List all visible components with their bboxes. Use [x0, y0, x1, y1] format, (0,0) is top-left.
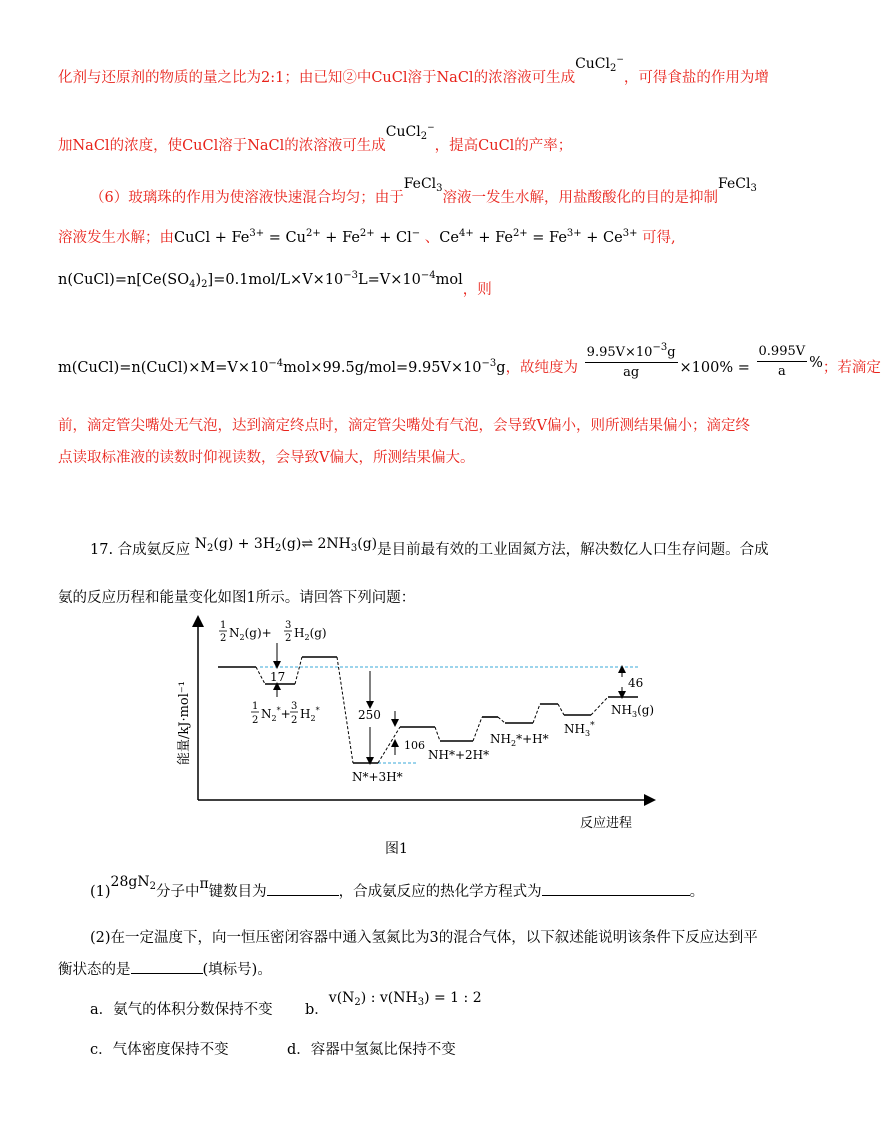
question-17-line-2: 氨的反应历程和能量变化如图1所示。请回答下列问题：: [58, 590, 416, 606]
cucl2-formula: CuCl$_2$−: [385, 123, 435, 142]
answer-text: ，则: [462, 282, 492, 298]
label-nhstar: NH*+2H*: [428, 748, 490, 762]
svg-text:H2(g): $H_2(g)$: [294, 626, 327, 642]
option-b[interactable]: b．$v(N_2)$ : $v(NH_3) = 1$ : 2: [305, 990, 482, 1018]
x-axis-label: 反应进程: [579, 816, 633, 831]
label-nh3star: $NH_3^*$: [564, 721, 595, 738]
option-c[interactable]: c．气体密度保持不变: [90, 1042, 229, 1058]
sub-question-2-line-1: (2)在一定温度下，向一恒压密闭容器中通入氢氮比为3的混合气体，以下叙述能说明该条件下反应达到平: [90, 930, 758, 946]
answer-line-8: 点读取标准液的读数时仰视读数，会导致V偏大，所测结果偏大。: [58, 450, 475, 466]
option-b-equation: $v(N_2)$ : $v(NH_3) = 1$ : 2: [328, 990, 482, 1008]
question-text: 是目前最有效的工业固氮方法，解决数亿人口生存问题。合成: [377, 542, 769, 558]
answer-text: 溶液一发生水解，用盐酸酸化的目的是抑制: [442, 190, 719, 206]
formula-text: ×100% =: [679, 360, 750, 376]
value-106: 106: [404, 739, 425, 752]
y-axis-label: 能量/kJ·mol⁻¹: [177, 681, 192, 765]
answer-line-1: [58, 55, 769, 88]
svg-text:2: 2: [220, 633, 227, 644]
label-nstar-3hstar: N*+3H*: [352, 770, 403, 784]
value-250: 250: [358, 708, 381, 722]
question-17-line-1: [90, 538, 769, 560]
redox-equation-1: CuCl + $Fe^{3+} = Cu^{2+} + Fe^{2+} + Cl^-$: [174, 228, 421, 246]
formula-text: n(CuCl)=n[Ce(SO: [58, 272, 190, 288]
answer-blank-1[interactable]: [267, 883, 339, 896]
formula-text: m(CuCl)=n(CuCl)×M=V×10: [58, 360, 269, 376]
purity-fraction-2: $\frac{0.995V}{a}$: [758, 343, 806, 379]
separator: 、: [420, 230, 440, 246]
fecl3-formula: FeCl$_3$: [718, 176, 757, 194]
redox-equation-2: $Ce^{4+} + Fe^{2+} = Fe^{3+} + Ce^{3+}$: [439, 228, 638, 246]
fecl3-formula: FeCl$_3$: [403, 176, 443, 194]
energy-diagram: [160, 615, 680, 855]
answer-line-4: [58, 226, 676, 247]
answer-line-3: [90, 176, 757, 208]
answer-line-2: [58, 123, 573, 156]
sub-question-2-line-2: 衡状态的是 (填标号)。: [58, 962, 272, 978]
answer-text: ，可得食盐的作用为增: [623, 70, 769, 86]
svg-text:H2*: $H_2^*$: [300, 706, 320, 723]
option-a[interactable]: a．氨气的体积分数保持不变: [90, 1002, 273, 1018]
svg-text:N2(g)+: $N_2(g)+$: [229, 626, 272, 642]
pi-symbol: π: [199, 876, 209, 892]
option-d[interactable]: d．容器中氢氮比保持不变: [287, 1042, 456, 1058]
purity-fraction-1: $\frac{9.95V\times 10^{-3}g}{ag}$: [586, 342, 676, 380]
svg-text:3: 3: [291, 701, 298, 712]
answer-text: 加NaCl的浓度，使CuCl溶于NaCl的浓溶液可生成: [58, 138, 386, 154]
answer-text: 化剂与还原剂的物质的量之比为2:1；由已知②中CuCl溶于NaCl的浓溶液可生成: [58, 70, 576, 86]
answer-text: （6）玻璃珠的作用为使溶液快速混合均匀；由于: [90, 190, 404, 206]
answer-text: ，故纯度为: [505, 360, 579, 376]
question-number: 17. 合成氨反应: [90, 542, 191, 558]
figure-caption: 图1: [385, 841, 408, 857]
svg-text:2: 2: [291, 715, 298, 726]
sub-question-1: $(1)28gN_2$分子中π键数目为 ，合成氨反应的热化学方程式为 。: [90, 874, 705, 900]
svg-text:2: 2: [285, 633, 292, 644]
answer-text: ；若滴定: [822, 360, 881, 376]
label-reactants-gas: [219, 620, 327, 644]
value-46: 46: [628, 676, 644, 690]
answer-blank-2[interactable]: [542, 883, 690, 896]
answer-text: 溶液发生水解；由: [58, 230, 174, 246]
cucl2-formula: CuCl$_2$−: [575, 55, 624, 74]
answer-line-7: 前，滴定管尖嘴处无气泡，达到滴定终点时，滴定管尖嘴处有气泡，会导致V偏小，则所测结果偏小；滴定终: [58, 418, 750, 434]
svg-text:2: 2: [252, 715, 259, 726]
svg-text:3: 3: [285, 620, 292, 631]
answer-line-6: $m(CuCl)=n(CuCl)\times M=V\times 10^{-4}mol\times 99.5g/mol=9.95V\times 10^{-3}g$，故纯度为 $\frac{9.95V\times 10^{-3}g}{ag}$ ×100% = $\frac{0.995V}{a}$ %；若滴定: [58, 342, 881, 380]
label-reactants-adsorbed: [251, 701, 320, 726]
answer-line-5: $n(CuCl)=n[Ce(SO_4)_2]=0.1mol/L\times V\times 10^{-3}L=V\times 10^{-4}mol$，则: [58, 270, 492, 298]
answer-blank-3[interactable]: [131, 961, 203, 974]
value-17: 17: [270, 670, 286, 684]
answer-text: ，提高CuCl的产率；: [434, 138, 573, 154]
answer-text: 可得,: [637, 230, 676, 246]
equilibrium-arrow-icon: ⇌: [301, 536, 314, 552]
svg-text:1: 1: [252, 701, 259, 712]
reaction-equation: $N_2(g)$ + $3H_2(g)\rightleftharpoons$ $2NH_3(g)$: [194, 536, 378, 554]
label-nh3-gas: $NH_3(g)$: [611, 703, 655, 719]
svg-text:N2*+: $N_2^*+$: [261, 706, 291, 723]
mass-n2: $28gN_2$: [110, 874, 156, 892]
label-nh2star: $NH_2*+H*$: [490, 732, 549, 748]
svg-text:1: 1: [220, 620, 227, 631]
